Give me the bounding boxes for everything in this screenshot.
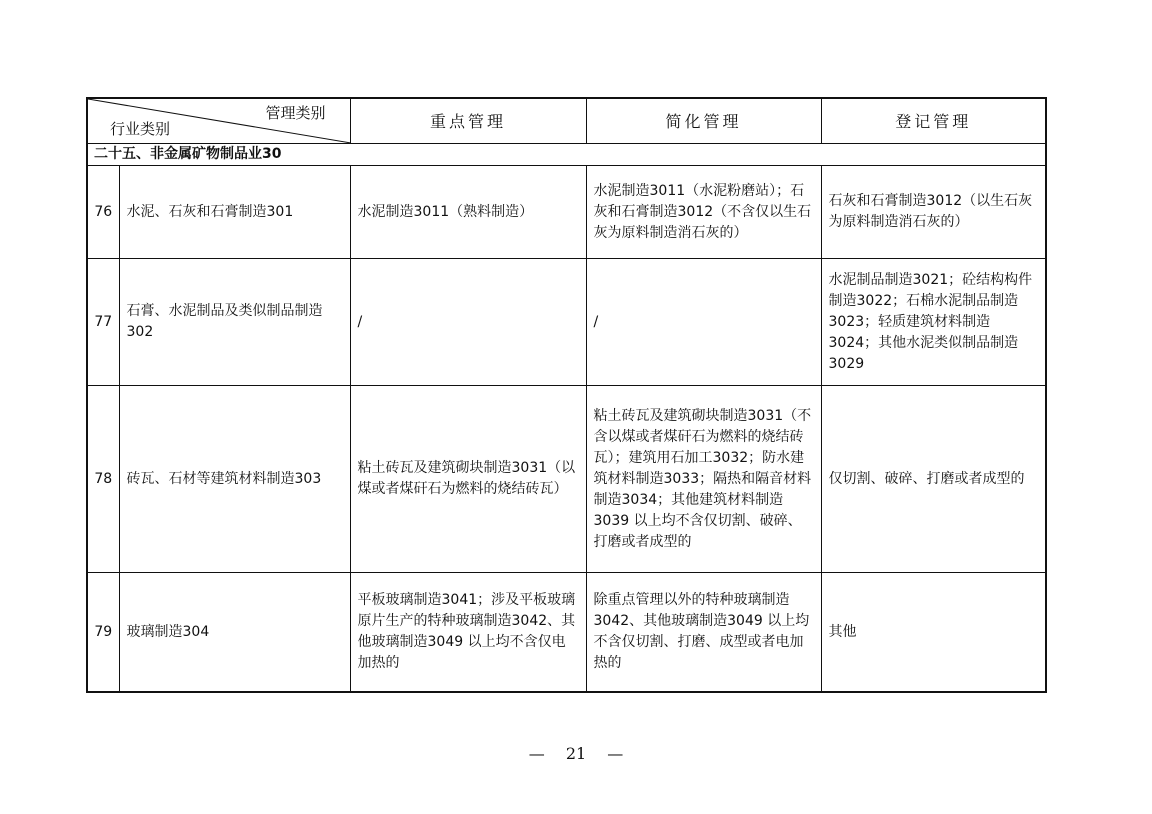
registration-management-cell: 石灰和石膏制造3012（以生石灰为原料制造消石灰的） — [821, 166, 1046, 259]
simplified-management-cell: 粘土砖瓦及建筑砌块制造3031（不含以煤或者煤矸石为燃料的烧结砖瓦）；建筑用石加工3032；防水建筑材料制造3033；隔热和隔音材料制造3034；其他建筑材料制造3039 以上均不含仅切割、破碎、打磨或者成型的 — [586, 386, 821, 573]
simplified-management-cell: 水泥制造3011（水泥粉磨站）；石灰和石膏制造3012（不含仅以生石灰为原料制造消石灰的） — [586, 166, 821, 259]
page-dash-right: — — [607, 744, 624, 763]
page-number-value: 21 — [565, 744, 587, 763]
simplified-management-cell: 除重点管理以外的特种玻璃制造3042、其他玻璃制造3049 以上均不含仅切割、打磨、成型或者电加热的 — [586, 573, 821, 693]
key-management-cell: 粘土砖瓦及建筑砌块制造3031（以煤或者煤矸石为燃料的烧结砖瓦） — [350, 386, 586, 573]
registration-management-header: 登记管理 — [821, 98, 1046, 144]
industry-cell: 砖瓦、石材等建筑材料制造303 — [119, 386, 350, 573]
simplified-management-cell: / — [586, 259, 821, 386]
page-dash-left: — — [528, 744, 545, 763]
key-management-cell: / — [350, 259, 586, 386]
row-number: 77 — [87, 259, 119, 386]
table-row — [87, 386, 1046, 573]
classification-table-container — [86, 97, 1045, 695]
section-title: 二十五、非金属矿物制品业30 — [87, 144, 1046, 166]
industry-cell: 玻璃制造304 — [119, 573, 350, 693]
page-number — [0, 744, 1152, 763]
registration-management-cell: 仅切割、破碎、打磨或者成型的 — [821, 386, 1046, 573]
row-number: 79 — [87, 573, 119, 693]
row-number: 78 — [87, 386, 119, 573]
pollution-permit-classification-table — [86, 97, 1047, 693]
industry-category-label: 行业类别 — [110, 120, 171, 138]
diagonal-header-cell — [87, 98, 350, 144]
row-number: 76 — [87, 166, 119, 259]
key-management-cell: 平板玻璃制造3041；涉及平板玻璃原片生产的特种玻璃制造3042、其他玻璃制造3049 以上均不含仅电加热的 — [350, 573, 586, 693]
key-management-header: 重点管理 — [350, 98, 586, 144]
header-row — [87, 98, 1046, 144]
industry-cell: 水泥、石灰和石膏制造301 — [119, 166, 350, 259]
table-row — [87, 166, 1046, 259]
key-management-cell: 水泥制造3011（熟料制造） — [350, 166, 586, 259]
table-row — [87, 259, 1046, 386]
table-row — [87, 573, 1046, 693]
registration-management-cell: 其他 — [821, 573, 1046, 693]
management-category-label: 管理类别 — [265, 104, 326, 122]
simplified-management-header: 简化管理 — [586, 98, 821, 144]
industry-cell: 石膏、水泥制品及类似制品制造302 — [119, 259, 350, 386]
section-row — [87, 144, 1046, 166]
registration-management-cell: 水泥制品制造3021；砼结构构件制造3022；石棉水泥制品制造3023；轻质建筑材料制造3024；其他水泥类似制品制造3029 — [821, 259, 1046, 386]
